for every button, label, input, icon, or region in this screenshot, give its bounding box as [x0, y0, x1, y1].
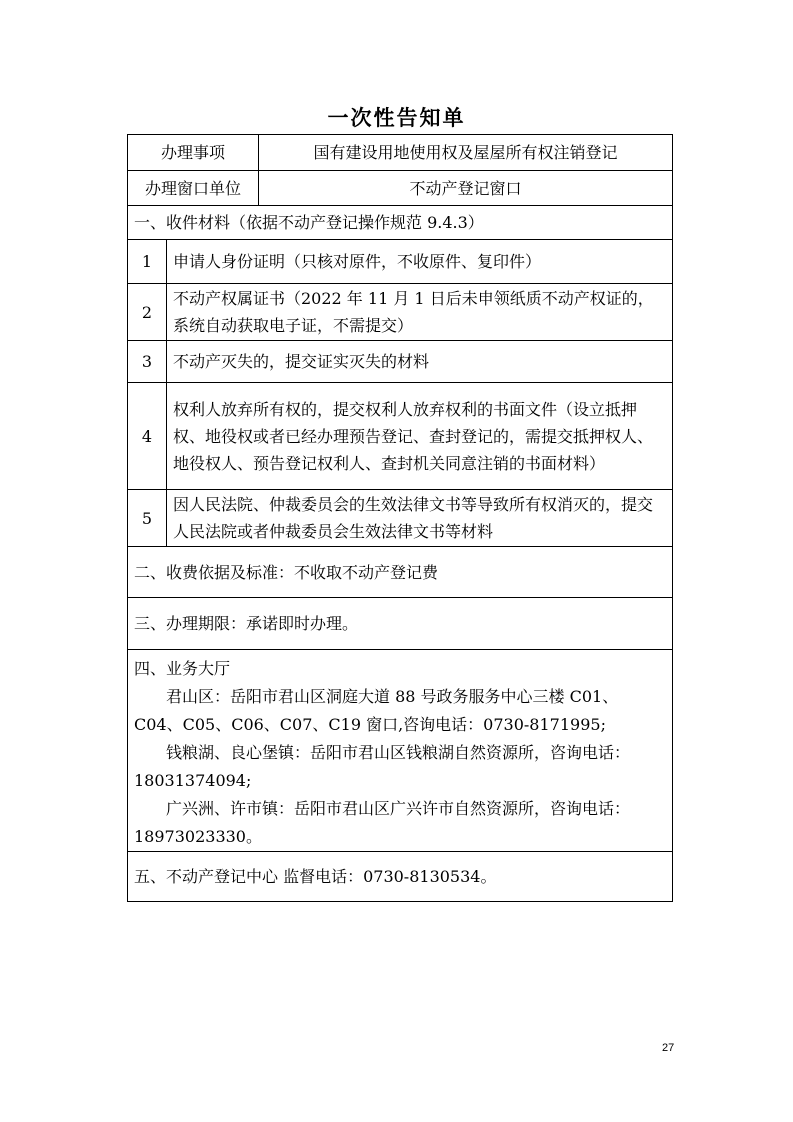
material-text: 不动产灭失的，提交证实灭失的材料 [167, 341, 673, 383]
section5-row [128, 852, 673, 902]
hall-address-line: 君山区：岳阳市君山区洞庭大道 88 号政务服务中心三楼 C01、C04、C05、C06、C07、C19 窗口,咨询电话：0730-8171995; [134, 687, 619, 734]
section2-row [128, 547, 673, 598]
item-row [128, 135, 673, 171]
material-number: 5 [128, 490, 167, 547]
material-row [128, 240, 673, 284]
material-row [128, 341, 673, 383]
unit-row [128, 171, 673, 206]
material-number: 3 [128, 341, 167, 383]
unit-value: 不动产登记窗口 [259, 171, 673, 206]
material-row [128, 490, 673, 547]
hall-address-line: 钱粮湖、良心堡镇：岳阳市君山区钱粮湖自然资源所，咨询电话：18031374094; [134, 743, 631, 790]
hall-address-line: 广兴洲、许市镇：岳阳市君山区广兴许市自然资源所，咨询电话：18973023330。 [134, 799, 631, 846]
section4-row [128, 650, 673, 852]
notice-table [127, 134, 673, 902]
material-row [128, 383, 673, 490]
material-text: 因人民法院、仲裁委员会的生效法律文书等导致所有权消灭的，提交人民法院或者仲裁委员会生效法律文书等材料 [167, 490, 673, 547]
unit-label: 办理窗口单位 [128, 171, 259, 206]
section3-text: 三、办理期限：承诺即时办理。 [128, 598, 673, 650]
section4-heading: 四、业务大厅 [134, 659, 231, 678]
material-number: 2 [128, 284, 167, 341]
section2-text: 二、收费依据及标准：不收取不动产登记费 [128, 547, 673, 598]
item-label: 办理事项 [128, 135, 259, 171]
section4-cell [128, 650, 673, 852]
section3-row [128, 598, 673, 650]
section1-row [128, 206, 673, 240]
material-row [128, 284, 673, 341]
material-number: 4 [128, 383, 167, 490]
material-text: 申请人身份证明（只核对原件，不收原件、复印件） [167, 240, 673, 284]
material-number: 1 [128, 240, 167, 284]
material-text: 权利人放弃所有权的，提交权利人放弃权利的书面文件（设立抵押权、地役权或者已经办理预告登记、查封登记的，需提交抵押权人、地役权人、预告登记权利人、查封机关同意注销的书面材料） [167, 383, 673, 490]
section1-heading: 一、收件材料（依据不动产登记操作规范 9.4.3） [128, 206, 673, 240]
page-number: 27 [662, 1042, 675, 1054]
section5-text: 五、不动产登记中心 监督电话：0730-8130534。 [128, 852, 673, 902]
document-title: 一次性告知单 [327, 106, 466, 130]
item-value: 国有建设用地使用权及屋屋所有权注销登记 [259, 135, 673, 171]
material-text: 不动产权属证书（2022 年 11 月 1 日后未申领纸质不动产权证的，系统自动获取电子证，不需提交） [167, 284, 673, 341]
